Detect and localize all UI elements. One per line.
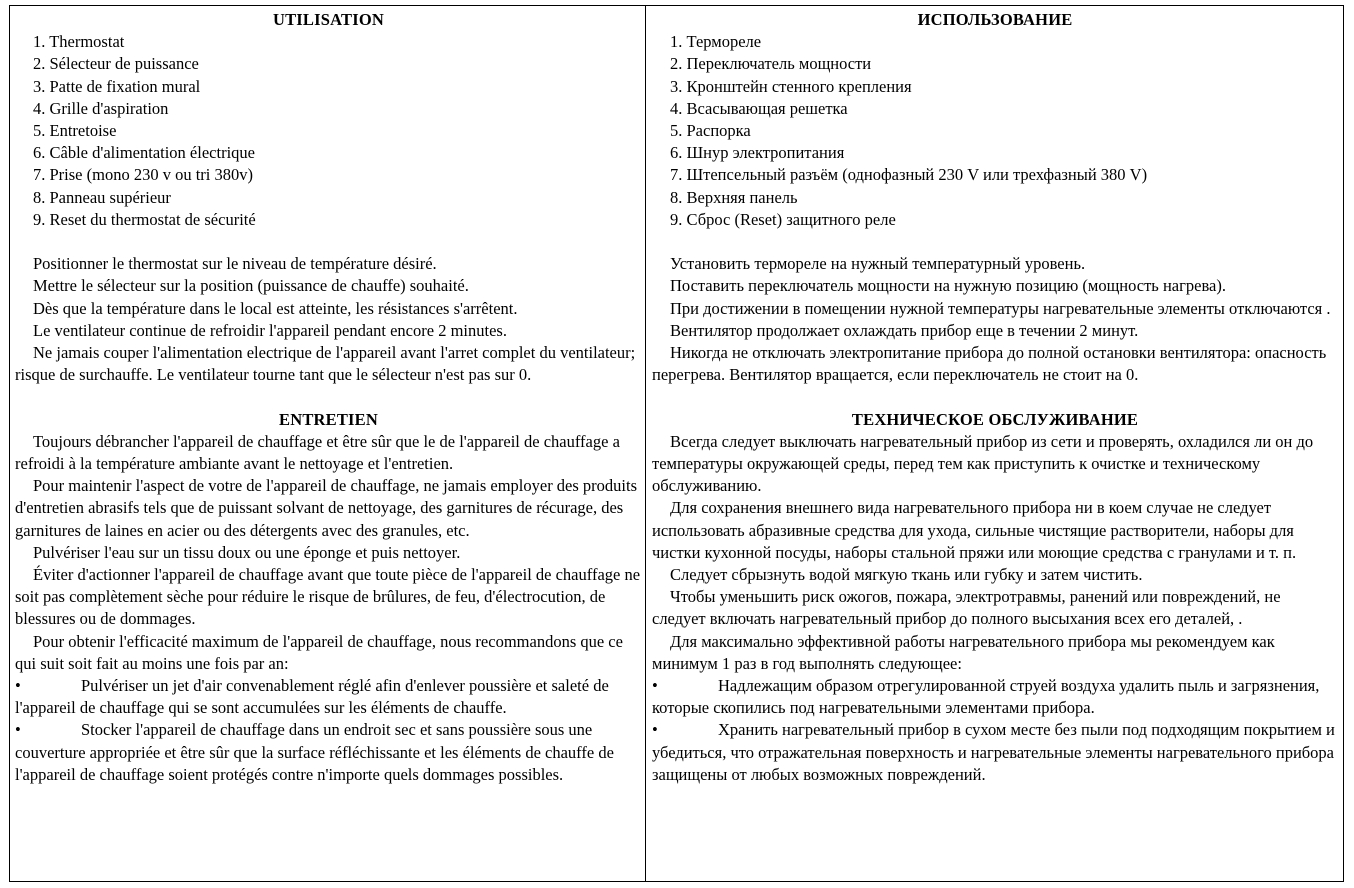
maintenance-paragraph: Pulvériser l'eau sur un tissu doux ou une éponge et puis nettoyer. <box>33 542 461 562</box>
ispolzovanie-heading: ИСПОЛЬЗОВАНИЕ <box>917 10 1073 29</box>
list-item: 7. Prise (mono 230 v ou tri 380v) <box>33 165 253 185</box>
list-item: 3. Patte de fixation mural <box>33 76 201 96</box>
maintenance-paragraph: Pour obtenir l'efficacité maximum de l'appareil de chauffage, nous recommandons que ce qui suit soit fait au moins une fois par an: <box>15 631 623 673</box>
bullet-item <box>652 675 1338 719</box>
russian-column <box>645 5 1344 882</box>
maintenance-paragraph: Toujours débrancher l'appareil de chauffage et être sûr que le de l'appareil de chauffage a refroidi à la température ambiante avant le nettoyage et l'entretien. <box>15 431 620 474</box>
bullet-item <box>652 719 1338 786</box>
utilisation-heading: UTILISATION <box>272 10 384 29</box>
list-item: 9. Reset du thermostat de sécurité <box>33 209 256 229</box>
entretien-heading: ENTRETIEN <box>279 409 378 429</box>
usage-paragraph: Поставить переключатель мощности на нужную позицию (мощность нагрева). <box>670 276 1226 296</box>
list-item: 4. Всасывающая решетка <box>670 98 848 118</box>
list-item: 9. Сброс (Reset) защитного реле <box>670 209 896 229</box>
list-item: 6. Шнур электропитания <box>670 143 845 163</box>
maintenance-paragraph: Для сохранения внешнего вида нагревательного прибора ни в коем случае не следует использовать абразивные средства для ухода, сильные чистящие растворители, наборы для чистки кухонной посуды, наборы стальной пряжи или моющие средства с гранулами и т. п. <box>652 498 1297 562</box>
list-item: 2. Sélecteur de puissance <box>33 54 199 74</box>
maintenance-paragraph: Всегда следует выключать нагревательный прибор из сети и проверять, охладился ли он до температуры окружающей среды, перед тем как приступить к очистке и техническому обслуживанию. <box>652 431 1314 496</box>
bullet-text: Stocker l'appareil de chauffage dans un endroit sec et sans poussière sous une couverture appropriée et être sûr que la surface réfléchissante et les éléments de chauffe de l'appareil de chauffage soient protégés contre n'importe quels dommages possibles. <box>15 720 614 784</box>
usage-paragraph: Вентилятор продолжает охлаждать прибор еще в течении 2 минут. <box>670 320 1139 340</box>
usage-paragraph: Mettre le sélecteur sur la position (puissance de chauffe) souhaité. <box>33 276 469 296</box>
usage-paragraph: Установить термореле на нужный температурный уровень. <box>670 254 1086 274</box>
parts-list-fr <box>15 31 642 231</box>
list-item: 5. Entretoise <box>33 121 117 141</box>
list-item: 8. Panneau supérieur <box>33 187 171 207</box>
maintenance-paragraph: Для максимально эффективной работы нагревательного прибора мы рекомендуем как минимум 1 раз в год выполнять следующее: <box>652 631 1275 673</box>
maintenance-paragraph: Следует сбрызнуть водой мягкую ткань или губку и затем чистить. <box>670 565 1143 585</box>
maintenance-paragraph: Éviter d'actionner l'appareil de chauffage avant que toute pièce de l'appareil de chauffage ne soit pas complètement sèche pour réduire le risque de brûlures, de feu, d'électrocution, de blessures ou de dommages. <box>15 565 641 629</box>
usage-paragraph: Le ventilateur continue de refroidir l'appareil pendant encore 2 minutes. <box>33 320 507 340</box>
bullet-text: Pulvériser un jet d'air convenablement réglé afin d'enlever poussière et saleté de l'appareil de chauffage qui se sont accumulées sur les éléments de chauffe. <box>15 676 609 718</box>
list-item: 8. Верхняя панель <box>670 187 798 207</box>
bullet-item <box>15 719 642 786</box>
bullet-item <box>15 675 642 719</box>
list-item: 2. Переключатель мощности <box>670 54 872 74</box>
bullet-text: Хранить нагревательный прибор в сухом месте без пыли под подходящим покрытием и убедиться, что отражательная поверхность и нагревательные элементы нагревательного прибора защищены от любых возможных повреждений. <box>652 720 1335 784</box>
tech-service-heading: ТЕХНИЧЕСКОЕ ОБСЛУЖИВАНИЕ <box>851 409 1139 429</box>
bullet-text: Надлежащим образом отрегулированной струей воздуха удалить пыль и загрязнения, которые скопились под нагревательными элементами прибора. <box>652 676 1320 718</box>
maintenance-paragraph: Чтобы уменьшить риск ожогов, пожара, электротравмы, ранений или повреждений, не следует включать нагревательный прибор до полного высыхания всех его деталей, . <box>652 587 1281 629</box>
usage-paragraph: Ne jamais couper l'alimentation electrique de l'appareil avant l'arret complet du ventilateur; risque de surchauffe. Le ventilateur tourne tant que le sélecteur n'est pas sur 0. <box>15 343 636 385</box>
list-item: 3. Кронштейн стенного крепления <box>670 76 912 96</box>
usage-paragraph: Dès que la température dans le local est atteinte, les résistances s'arrêtent. <box>33 298 518 318</box>
bullet-mark: • <box>15 720 21 740</box>
bullet-mark: • <box>652 720 658 740</box>
list-item: 1. Thermostat <box>33 32 125 52</box>
usage-paragraph: При достижении в помещении нужной температуры нагревательные элементы отключаются . <box>670 298 1331 318</box>
list-item: 4. Grille d'aspiration <box>33 98 169 118</box>
list-item: 7. Штепсельный разъём (однофазный 230 V или трехфазный 380 V) <box>670 165 1148 185</box>
parts-list-ru <box>652 31 1338 231</box>
list-item: 5. Распорка <box>670 121 751 141</box>
french-column <box>9 5 646 882</box>
usage-paragraph: Positionner le thermostat sur le niveau de température désiré. <box>33 254 437 274</box>
bullet-mark: • <box>652 676 658 696</box>
list-item: 6. Câble d'alimentation électrique <box>33 143 255 163</box>
list-item: 1. Термореле <box>670 32 762 52</box>
maintenance-paragraph: Pour maintenir l'aspect de votre de l'appareil de chauffage, ne jamais employer des produits d'entretien abrasifs tels que de puissant solvant de nettoyage, des garnitures de récurage, des garnitures de laines en acier ou des détergents avec des granules, etc. <box>15 476 638 540</box>
usage-paragraph: Никогда не отключать электропитание прибора до полной остановки вентилятора: опасность перегрева. Вентилятор вращается, если переключатель не стоит на 0. <box>652 343 1327 385</box>
bullet-mark: • <box>15 676 21 696</box>
